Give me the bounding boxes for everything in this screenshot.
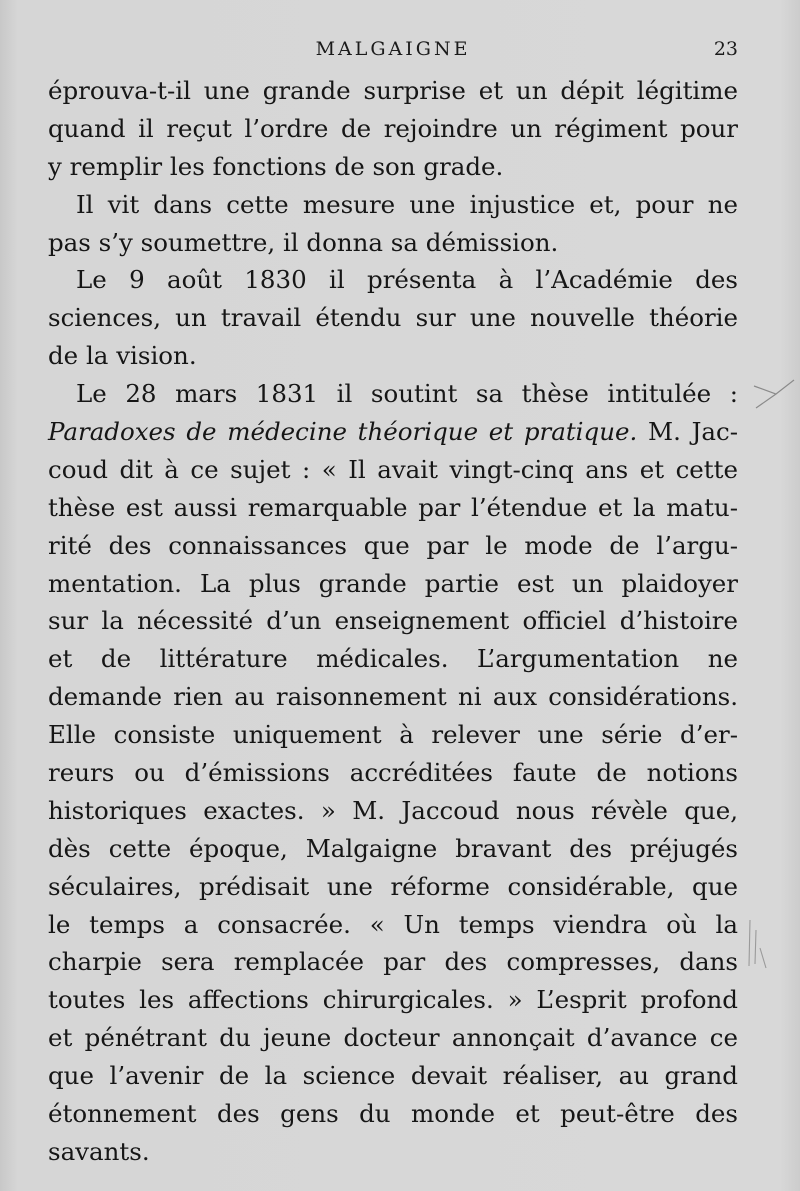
- text-line: thèse est aussi remarquable par l’étendue et la matu-: [48, 492, 738, 522]
- text-line: Le 9 août 1830 il présenta à l’Académie des: [76, 265, 738, 295]
- text-line: coud dit à ce sujet : « Il avait vingt-cinq ans et cette: [48, 454, 738, 484]
- text-line: pas s’y soumettre, il donna sa démission.: [48, 227, 559, 257]
- text-line: charpie sera remplacée par des compresses, dans: [48, 947, 738, 977]
- text-line: et de littérature médicales. L’argumentation ne: [48, 644, 738, 674]
- text-fragment: M. Jac-: [647, 417, 738, 447]
- text-line-mixed: [48, 413, 738, 451]
- text-line: toutes les affections chirurgicales. » L’esprit profond: [48, 985, 738, 1015]
- text-line: éprouva-t-il une grande surprise et un dépit légitime: [48, 76, 738, 105]
- text-line: que l’avenir de la science devait réaliser, au grand: [48, 1061, 738, 1091]
- text-line: Elle consiste uniquement à relever une série d’er-: [48, 720, 738, 750]
- text-line: Le 28 mars 1831 il soutint sa thèse intitulée :: [76, 379, 738, 409]
- page-header: [48, 38, 738, 64]
- text-line: étonnement des gens du monde et peut-être des: [48, 1099, 738, 1129]
- text-line: rité des connaissances que par le mode de l’argu-: [48, 530, 738, 560]
- page-number: 23: [713, 38, 738, 60]
- text-line: séculaires, prédisait une réforme considérable, que: [48, 871, 738, 901]
- text-line: reurs ou d’émissions accréditées faute de notions: [48, 758, 738, 788]
- text-line: Il vit dans cette mesure une injustice et, pour ne: [76, 189, 738, 219]
- text-line: dès cette époque, Malgaigne bravant des préjugés: [48, 833, 738, 863]
- margin-pencil-mark: [752, 378, 796, 412]
- body-text: [48, 72, 738, 1171]
- running-title: MALGAIGNE: [315, 38, 471, 60]
- text-line: sur la nécessité d’un enseignement officiel d’histoire: [48, 606, 738, 636]
- text-line: mentation. La plus grande partie est un plaidoyer: [48, 568, 738, 598]
- text-line: le temps a consacrée. « Un temps viendra où la: [48, 909, 738, 939]
- text-line: quand il reçut l’ordre de rejoindre un régiment pour: [48, 113, 738, 143]
- margin-pencil-mark: [744, 918, 768, 970]
- text-line: et pénétrant du jeune docteur annonçait d’avance ce: [48, 1023, 738, 1053]
- text-line: y remplir les fonctions de son grade.: [48, 151, 504, 181]
- thesis-title: Paradoxes de médecine théorique et pratique.: [48, 417, 638, 447]
- text-line: historiques exactes. » M. Jaccoud nous révèle que,: [48, 795, 738, 825]
- text-line: savants.: [48, 1136, 150, 1166]
- text-line: sciences, un travail étendu sur une nouvelle théorie: [48, 303, 738, 333]
- text-line: demande rien au raisonnement ni aux considérations.: [48, 682, 738, 712]
- text-line: de la vision.: [48, 341, 197, 371]
